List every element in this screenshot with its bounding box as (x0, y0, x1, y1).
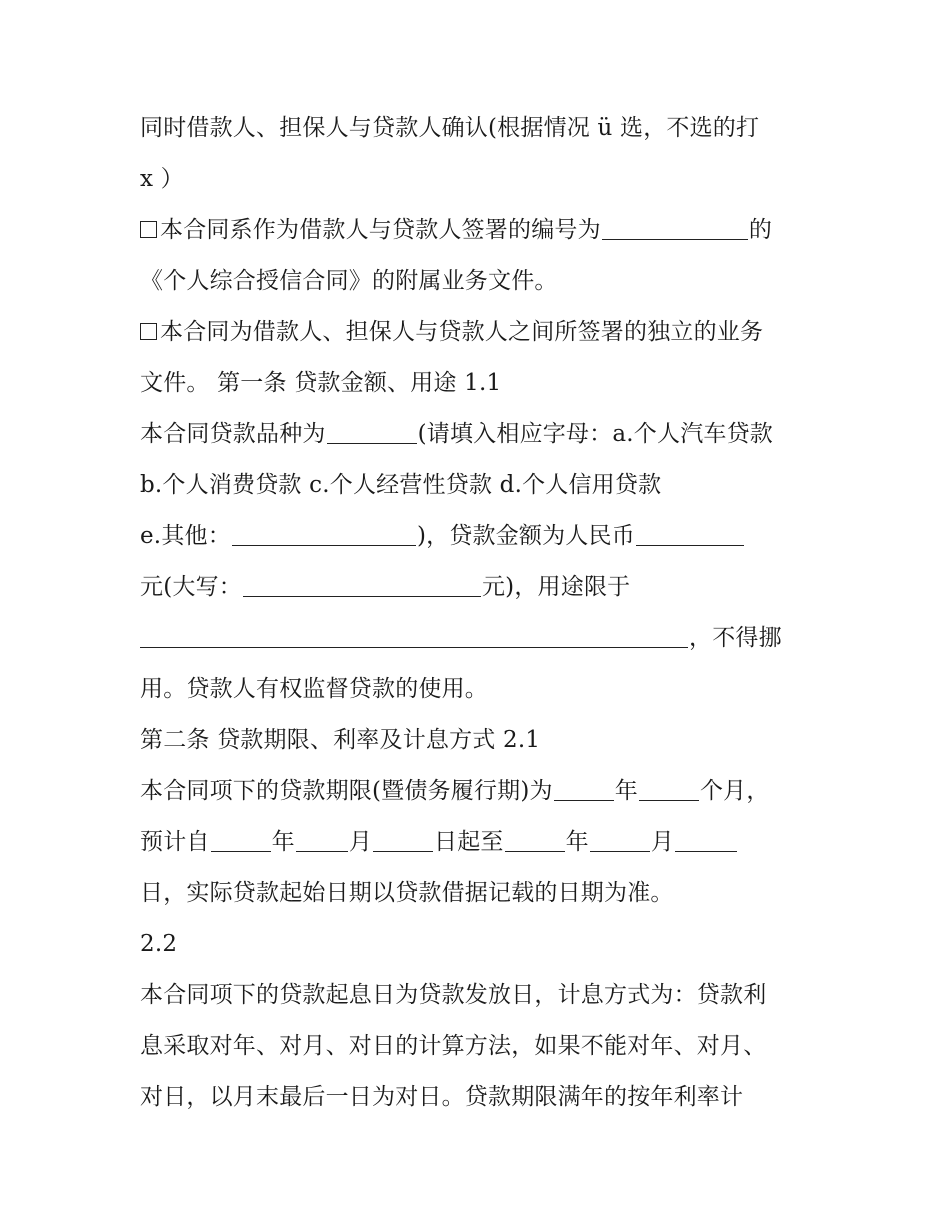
loan-type-line (140, 409, 830, 460)
article-one-heading-text: 文件。 第一条 贷款金额、用途 1.1 (140, 370, 502, 396)
term-year-unit: 年 (614, 778, 638, 804)
option-attached-end: 的 (748, 217, 773, 243)
clause-2-2-heading (140, 919, 830, 970)
loan-term-label: 本合同项下的贷款期限(暨债务履行期)为 (140, 778, 553, 804)
loan-amount-label: )，贷款金额为人民币 (416, 523, 635, 549)
amount-words-label: 元(大写： (140, 574, 242, 600)
loan-type-options-cont: b.个人消费贷款 c.个人经营性贷款 d.个人信用贷款 (140, 472, 662, 498)
article-two-heading (140, 715, 830, 766)
loan-period-line (140, 817, 830, 868)
confirmation-intro-line-cont (140, 154, 830, 205)
period-start-label: 预计自 (140, 829, 210, 855)
start-month-unit: 月 (348, 829, 373, 855)
loan-usage-line-cont (140, 664, 830, 715)
interest-method-text-1: 本合同项下的贷款起息日为贷款发放日，计息方式为：贷款利 (140, 982, 767, 1008)
loan-other-blank[interactable] (232, 523, 416, 546)
loan-amount-words-line (140, 562, 830, 613)
loan-type-blank[interactable] (327, 421, 417, 444)
article-one-heading (140, 358, 830, 409)
loan-other-amount-line (140, 511, 830, 562)
loan-type-options-line (140, 460, 830, 511)
confirmation-intro-line (140, 103, 830, 154)
interest-method-text-2: 息采取对年、对月、对日的计算方法，如果不能对年、对月、 (140, 1033, 767, 1059)
contract-number-blank[interactable] (602, 217, 748, 240)
interest-method-line-1 (140, 970, 830, 1021)
loan-usage-blank[interactable] (140, 625, 688, 648)
checkbox-independent[interactable] (140, 323, 157, 340)
amount-words-blank[interactable] (243, 574, 481, 597)
loan-other-label: e.其他： (140, 523, 231, 549)
option-independent-text: 本合同为借款人、担保人与贷款人之间所签署的独立的业务 (160, 319, 764, 345)
loan-amount-blank[interactable] (636, 523, 744, 546)
interest-method-line-3 (140, 1072, 830, 1123)
start-day-blank[interactable] (373, 829, 433, 852)
loan-usage-end: ，不得挪 (689, 625, 782, 651)
end-month-unit: 月 (650, 829, 675, 855)
term-months-blank[interactable] (639, 778, 699, 801)
loan-usage-line (140, 613, 830, 664)
start-day-unit: 日起至 (434, 829, 504, 855)
interest-method-line-2 (140, 1021, 830, 1072)
usage-label: 元)，用途限于 (481, 574, 631, 600)
term-month-unit: 个月， (699, 778, 770, 804)
option-attached-document-cont (140, 256, 830, 307)
loan-usage-text-cont: 用。贷款人有权监督贷款的使用。 (140, 676, 488, 702)
start-month-blank[interactable] (296, 829, 348, 852)
interest-method-text-3: 对日，以月末最后一日为对日。贷款期限满年的按年利率计 (140, 1084, 744, 1110)
start-year-unit: 年 (271, 829, 295, 855)
option-attached-document (140, 205, 830, 256)
option-independent-document (140, 307, 830, 358)
end-year-unit: 年 (565, 829, 589, 855)
end-year-blank[interactable] (505, 829, 565, 852)
article-two-heading-text: 第二条 贷款期限、利率及计息方式 2.1 (140, 727, 541, 753)
checkbox-attached[interactable] (140, 221, 157, 238)
loan-period-text-cont: 日，实际贷款起始日期以贷款借据记载的日期为准。 (140, 880, 674, 906)
end-month-blank[interactable] (590, 829, 650, 852)
contract-page (140, 103, 830, 1123)
option-attached-text-cont: 《个人综合授信合同》的附属业务文件。 (140, 268, 558, 294)
loan-term-line (140, 766, 830, 817)
end-day-blank[interactable] (675, 829, 737, 852)
term-years-blank[interactable] (554, 778, 614, 801)
start-year-blank[interactable] (211, 829, 271, 852)
loan-type-label: 本合同贷款品种为 (140, 421, 326, 447)
confirmation-intro-text: 同时借款人、担保人与贷款人确认(根据情况 ü 选，不选的打 (140, 115, 760, 141)
loan-type-options: (请填入相应字母：a.个人汽车贷款 (417, 421, 774, 447)
clause-2-2-number: 2.2 (140, 931, 178, 957)
loan-period-line-cont (140, 868, 830, 919)
confirmation-intro-text-cont: x ） (140, 166, 184, 192)
option-attached-text: 本合同系作为借款人与贷款人签署的编号为 (160, 217, 601, 243)
